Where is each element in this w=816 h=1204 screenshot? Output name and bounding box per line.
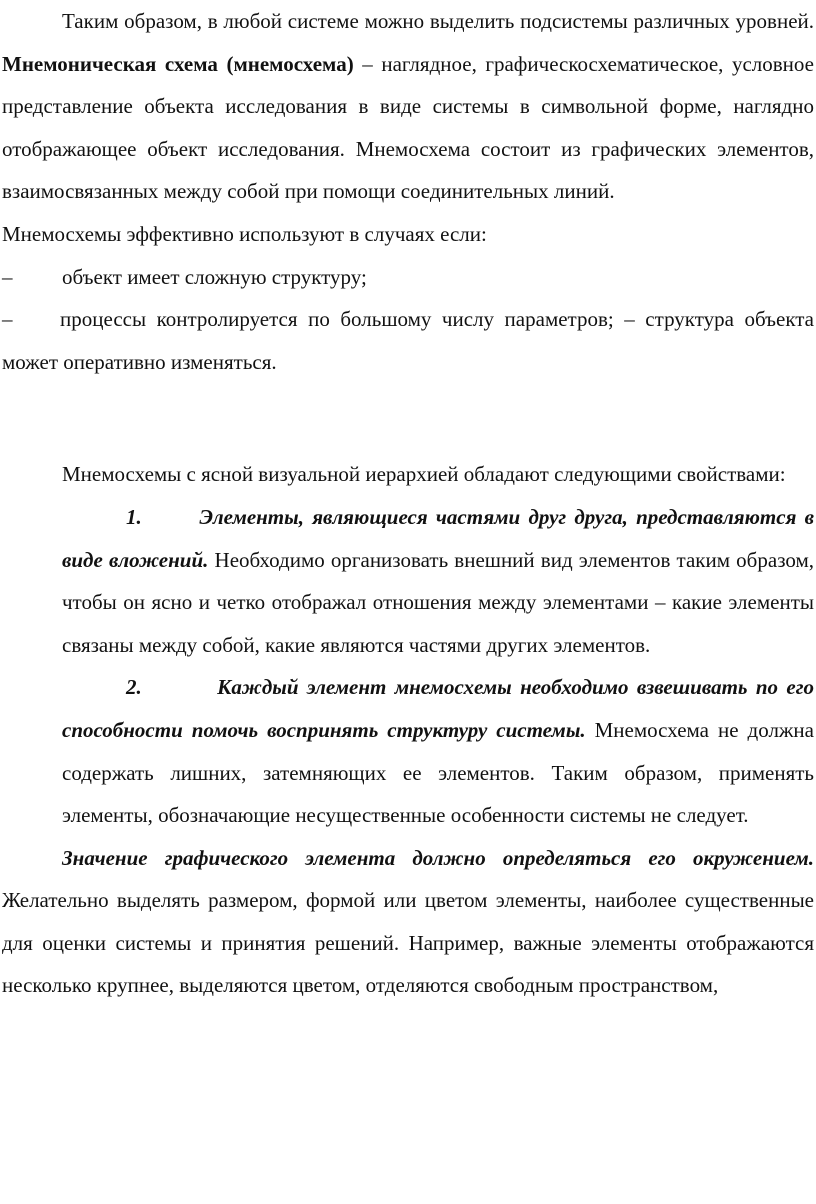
intro-text: Таким образом, в любой системе можно выделить подсистемы различных уровней. xyxy=(62,9,814,33)
list-dash: – xyxy=(2,264,13,289)
graphic-element-heading: Значение графического элемента должно определяться его окружением. xyxy=(62,845,814,870)
numbered-item-2 xyxy=(62,666,814,836)
item-2-body: Мнемосхема не должна содержать лишних, затемняющих ее элементов. Таким образом, применять элементы, обозначающие несущественные особенности системы не следует. xyxy=(62,717,814,828)
list-item-text: объект имеет сложную структуру; xyxy=(62,264,367,289)
item-2-text xyxy=(62,666,814,836)
list-item xyxy=(2,298,814,383)
list-dash: – xyxy=(2,307,13,332)
paragraph-usage: Мнемосхемы эффективно используют в случаях если: xyxy=(2,221,487,246)
graphic-element-body: Желательно выделять размером, формой или цветом элементы, наиболее существенные для оценки системы и принятия решений. Например, важные элементы отображаются несколько крупнее, выделяются цветом, отделяются свободным пространством, xyxy=(2,888,814,998)
item-2-number: 2. xyxy=(126,675,142,700)
spacer xyxy=(2,383,814,453)
item-1-text xyxy=(62,496,814,666)
numbered-item-1 xyxy=(62,496,814,666)
list-item-body: процессы контролируется по большому числу параметров; – структура объекта может оперативно изменяться. xyxy=(2,307,814,374)
item-1-number: 1. xyxy=(126,504,142,529)
item-2-heading: Каждый элемент мнемосхемы необходимо взвешивать по его способности помочь воспринять структуру системы. xyxy=(62,675,815,742)
paragraph-graphic-element xyxy=(2,837,814,1007)
paragraph-intro xyxy=(2,0,814,213)
list-item xyxy=(2,256,814,299)
term-mnemoscheme: Мнемоническая схема (мнемосхема) xyxy=(2,51,354,76)
paragraph-properties: Мнемосхемы с ясной визуальной иерархией обладают следующими свойствами: xyxy=(62,462,786,487)
definition-text: – наглядное, графическосхематическое, условное представление объекта исследования в виде системы в символьной форме, наглядно отображающее объект исследования. Мнемосхема состоит из графических элементов, взаимосвязанных между собой при помощи соединительных линий. xyxy=(2,51,814,204)
list-item-text xyxy=(2,298,814,383)
item-1-body: Необходимо организовать внешний вид элементов таким образом, чтобы он ясно и четко отображал отношения между элементами – какие элементы связаны между собой, какие являются частями других элементов. xyxy=(62,547,815,657)
item-1-heading: Элементы, являющиеся частями друг друга, представляются в виде вложений. xyxy=(62,504,815,572)
